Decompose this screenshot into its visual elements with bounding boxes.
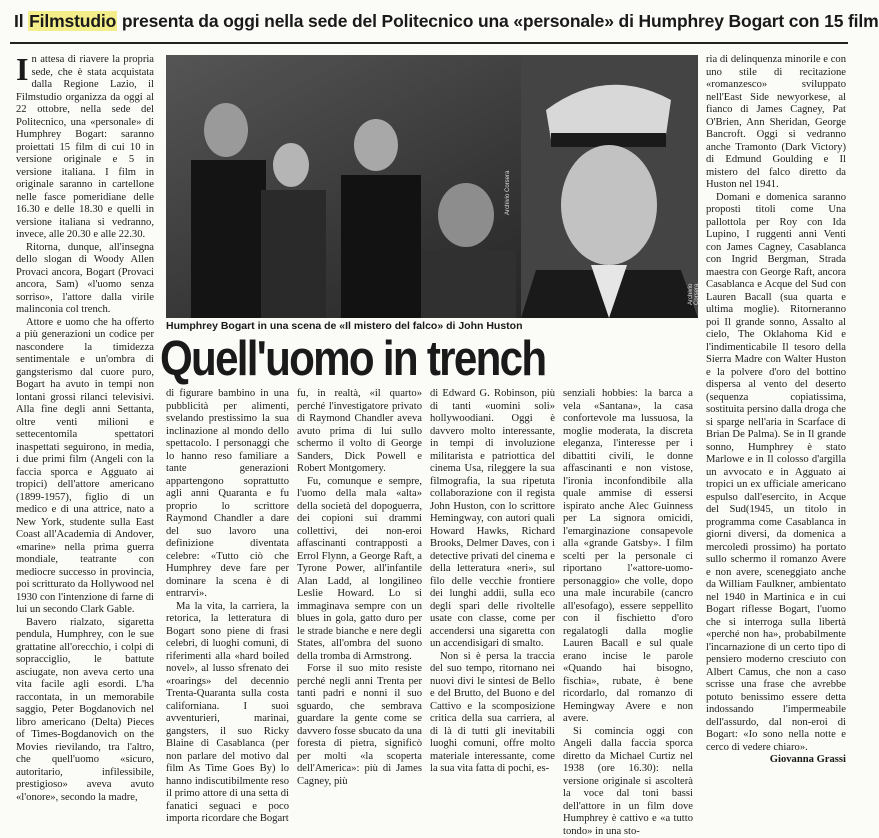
article-title: Quell'uomo in trench <box>160 331 629 387</box>
c1-paragraph-1: n attesa di riavere la propria sede, che è stata acquistata dalla Regione Lazio, il Filmstudio organizza da oggi al 22 ottobre, nella sede del Politecnico, una «personale» di Humphrey Bogart: saranno proiettati 15 film di cui 10 in versione originale e 5 in versione italiana. I film in originale saranno in cartellone nelle fasce pomeridiane delle 16.30 e delle 18.30 e quelli in versione italiana si vedranno, invece, alle 20.30 e alle 22.30. <box>16 54 154 240</box>
photo-image <box>166 55 698 318</box>
c1-paragraph-2: Ritorna, dunque, all'insegna dello slogan di Woody Allen Provaci ancora, Bogart (Provaci ancora, Sam) «l'uomo senza sorriso», l'attore dalla virile malinconia col trench. <box>16 242 154 317</box>
photo-credit-1: Archivio Corsera <box>505 171 511 215</box>
c4-paragraph-1: di Edward G. Robinson, più di tanti «uomini soli» hollywoodiani. Oggi è davvero molto interessante, in tempi di involuzione militarista e patriottica del cinema Usa, rileggere la sua filmografia, la sua ripetuta collaborazione con il regista John Huston, con lo scrittore Hemingway, con autori quali Howard Hawks, Richard Brooks, Delmer Daves, con i detective privati del cinema e della letteratura «neri», sul filo delle vecchie frontiere dei lunghi addii, sulla eco degli spari delle rivoltelle usate con classe, come per accendersi una sigaretta con un accendisigari di smalto. <box>430 388 555 651</box>
c2-paragraph-2: Ma la vita, la carriera, la retorica, la letteratura di Bogart sono piene di frasi celebri, di luoghi comuni, di riferimenti alla «hard boiled novel», al lusso sfrenato dei «roarings» del decennio Trenta-Quaranta sulla costa californiana. I suoi avventurieri, marinai, gangsters, il suo Ricky Blaine di Casablanca (per non parlare del motivo dal film As Time Goes By) lo hanno indiscutibilmente reso il primo attore di una setta di fanatici seguaci e poco importa ricordare che Bogart <box>166 601 289 826</box>
photo-caption: Humphrey Bogart in una scena de «Il mistero del falco» di John Huston <box>166 320 698 332</box>
drop-cap: I <box>16 55 28 83</box>
c5-paragraph-2: Si comincia oggi con Angeli dalla faccia sporca diretto da Michael Curtiz nel 1938 (ore 16.30): nella versione originale si ascolterà la voce dal toni bassi dell'attore in un film dove Humphrey è cattivo e «a tutto tondo» in una sto- <box>563 726 693 838</box>
headline-pre: Il <box>14 11 28 31</box>
headline-post: presenta da oggi nella sede del Politecnico una «personale» di Humphrey Bogart con 15 film <box>117 11 878 31</box>
c3-paragraph-1: fu, in realtà, «il quarto» perché l'investigatore privato di Raymond Chandler aveva avuto prima di lui sullo schermo il volto di George Sanders, Dick Powell e Robert Montgomery. <box>297 388 422 476</box>
c2-paragraph-1: di figurare bambino in una pubblicità per alimenti, svelando prestissimo la sua inclinazione al mondo dello spettacolo. I personaggi che lo hanno reso familiare a tante generazioni appartengono soprattutto agli anni Quaranta e fu proprio lo scrittore Raymond Chandler a dare del suo lavoro una definizione diventata celebre: «Tutto ciò che Humphrey deve fare per dominare la scena è di entrarvi». <box>166 388 289 601</box>
column-5 <box>563 388 693 838</box>
c3-paragraph-2: Fu, comunque e sempre, l'uomo della mala «alta» della società del dopoguerra, dei copioni sui drammi collettivi, dei non-eroi affascinanti contrapposti a Errol Flynn, a George Raft, a Tyrone Power, all'infantile Alan Ladd, al longilineo Leslie Howard. Lo si immaginava sempre con un blues in gola, gatto duro per le strade bianche e nere degli States, all'ombra del suono della tromba di Armstrong. <box>297 476 422 664</box>
headline-highlight: Filmstudio <box>28 11 117 31</box>
top-rule <box>10 42 848 44</box>
column-1 <box>16 54 154 804</box>
column-3 <box>297 388 422 788</box>
c5-paragraph-1: senziali hobbies: la barca a vela «Santana», la casa confortevole ma lussuosa, la moglie moderata, la discreta eleganza, l'interesse per i dibattiti civili, le donne affascinanti e non vistose, l'ironia inconfondibile alla quale ammise di essersi ispirato anche Alec Guinness per La signora omicidi, l'emarginazione consapevole alla «grande Gatsby». I film scelti per la personale ci riportano l'«attore-uomo-personaggio» che volle, dopo una male incurabile (cancro all'esofago), essere seppellito con il fischietto d'oro regalatogli dalla moglie Lauren Bacall e sul quale erano incise le parole «Quando hai bisogno, fischia», rubate, è bene ricordarlo, dal romanzo di Hemingway Avere e non avere. <box>563 388 693 726</box>
c6-paragraph-1: ria di delinquenza minorile e con uno stile di recitazione «romanzesco» sviluppato nell'East Side newyorkese, al fianco di James Cagney, Pat O'Brien, Ann Sheridan, George Bancroft. Oggi si vedranno anche Tramonto (Dark Victory) di Edmund Goulding e Il mistero del falco diretto da Huston nel 1941. <box>706 54 846 192</box>
column-2 <box>166 388 289 826</box>
c6-paragraph-2: Domani e domenica saranno proposti titoli come Una pallottola per Roy con Ida Lupino, I ruggenti anni Venti con James Cagney, Casablanca con Ingrid Bergman, Strada maestra con George Raft, ancora Casablanca e Acque del Sud con Lauren Bacall (sua quarta e ultima moglie). Ritorneranno poi Il grande sonno, Assalto al cielo, The Oklahoma Kid e l'indimenticabile Il tesoro della Sierra Madre con Walter Huston e la polvere d'oro del bottino dispersa al vento del deserto (sequenza copiatissima, sostituita persino dalla droga che si sparge nell'aria in Scarface di Brian De Palma). Se in Il grande sonno, Humphrey è stato Marlowe e in Il colosso d'argilla un avvocato e in Agguato ai tropici un ex ufficiale americano espulso dall'esercito, in Acque del Sud(1945, un titolo in programma come Casablanca in giorni diversi, da domenica a mercoledì prossimo) ha portato sullo schermo il romanzo Avere e non avere, sceneggiato anche da William Faulkner, ambientato nel 1940 in Martinica e in cui Bogart riflesse Bogart, l'uomo che si interroga sulla libertà «perché non ha», probabilmente l'incarnazione di un certo tipo di pensiero moderno cresciuto con Albert Camus, che non a caso scrisse una frase che avrebbe potuto benissimo essere detta indossando l'impermeabile dell'assurdo, dal non-eroi di Bogart: «Io sono nella notte e cerco di vedere chiaro». <box>706 192 846 755</box>
column-4 <box>430 388 555 776</box>
photo-scene <box>166 55 698 318</box>
c4-paragraph-2: Non si è persa la traccia del suo tempo, ritornano nei nuovi divi le sintesi de Bello e del Brutto, del Buono e del Cattivo e la scomposizione critica della sua carriera, al di là di tutti gli inevitabili luoghi comuni, offre molto materiale interessante, come la sua vita fatta di pochi, es- <box>430 651 555 776</box>
c1-paragraph-4: Bavero rialzato, sigaretta pendula, Humphrey, con le sue grattatine all'orecchio, i colpi di sopracciglio, le battute asciugate, non aveva certo una vita facile agli esordi. L'ha raccontata, in un memorabile saggio, Peter Bogdanovich nel libro americano (Delta) Pieces of Times-Bogdanovich on the Movies rievilando, tra l'altro, che quell'uomo «sicuro, autoritario, infilessibile, prestigioso» aveva avuto «l'onore», secondo la madre, <box>16 617 154 805</box>
c3-paragraph-3: Forse il suo mito resiste perché negli anni Trenta per tanti padri e nonni il suo sguardo, che sembrava guardare la gente come se davvero fosse sbucato da una foresta di pietra, significò per molti «la scoperta dell'America»: più di James Cagney, più <box>297 663 422 788</box>
headline <box>14 11 844 32</box>
c1-paragraph-3: Attore e uomo che ha offerto a più generazioni un codice per nascondere la timidezza sentimentale e un'ombra di gangsterismo dal cuore puro, Bogart ha avuto in tempi non lontani grossi rilanci televisivi. Alla fine degli anni Settanta, oltre venti milioni e settecentomila spettatori inaspettati seguirono, in media, i due primi film (Angeli con la faccia sporca e Agguato ai tropici) dell'attore americano (1899-1957), figlio di un medico e di una attrice, nato a New York, studente sulla East Coast all'Academia di Andover, «marine» nella prima guerra mondiale, teatrante con mediocre successo in provincia, poi scritturato da Hollywood nel 1930 con l'intenzione di farne di lui un secondo Clark Gable. <box>16 317 154 617</box>
author-signature: Giovanna Grassi <box>706 754 846 767</box>
photo-credit-2: Archivio Corsera <box>688 284 700 305</box>
column-6 <box>706 54 846 767</box>
